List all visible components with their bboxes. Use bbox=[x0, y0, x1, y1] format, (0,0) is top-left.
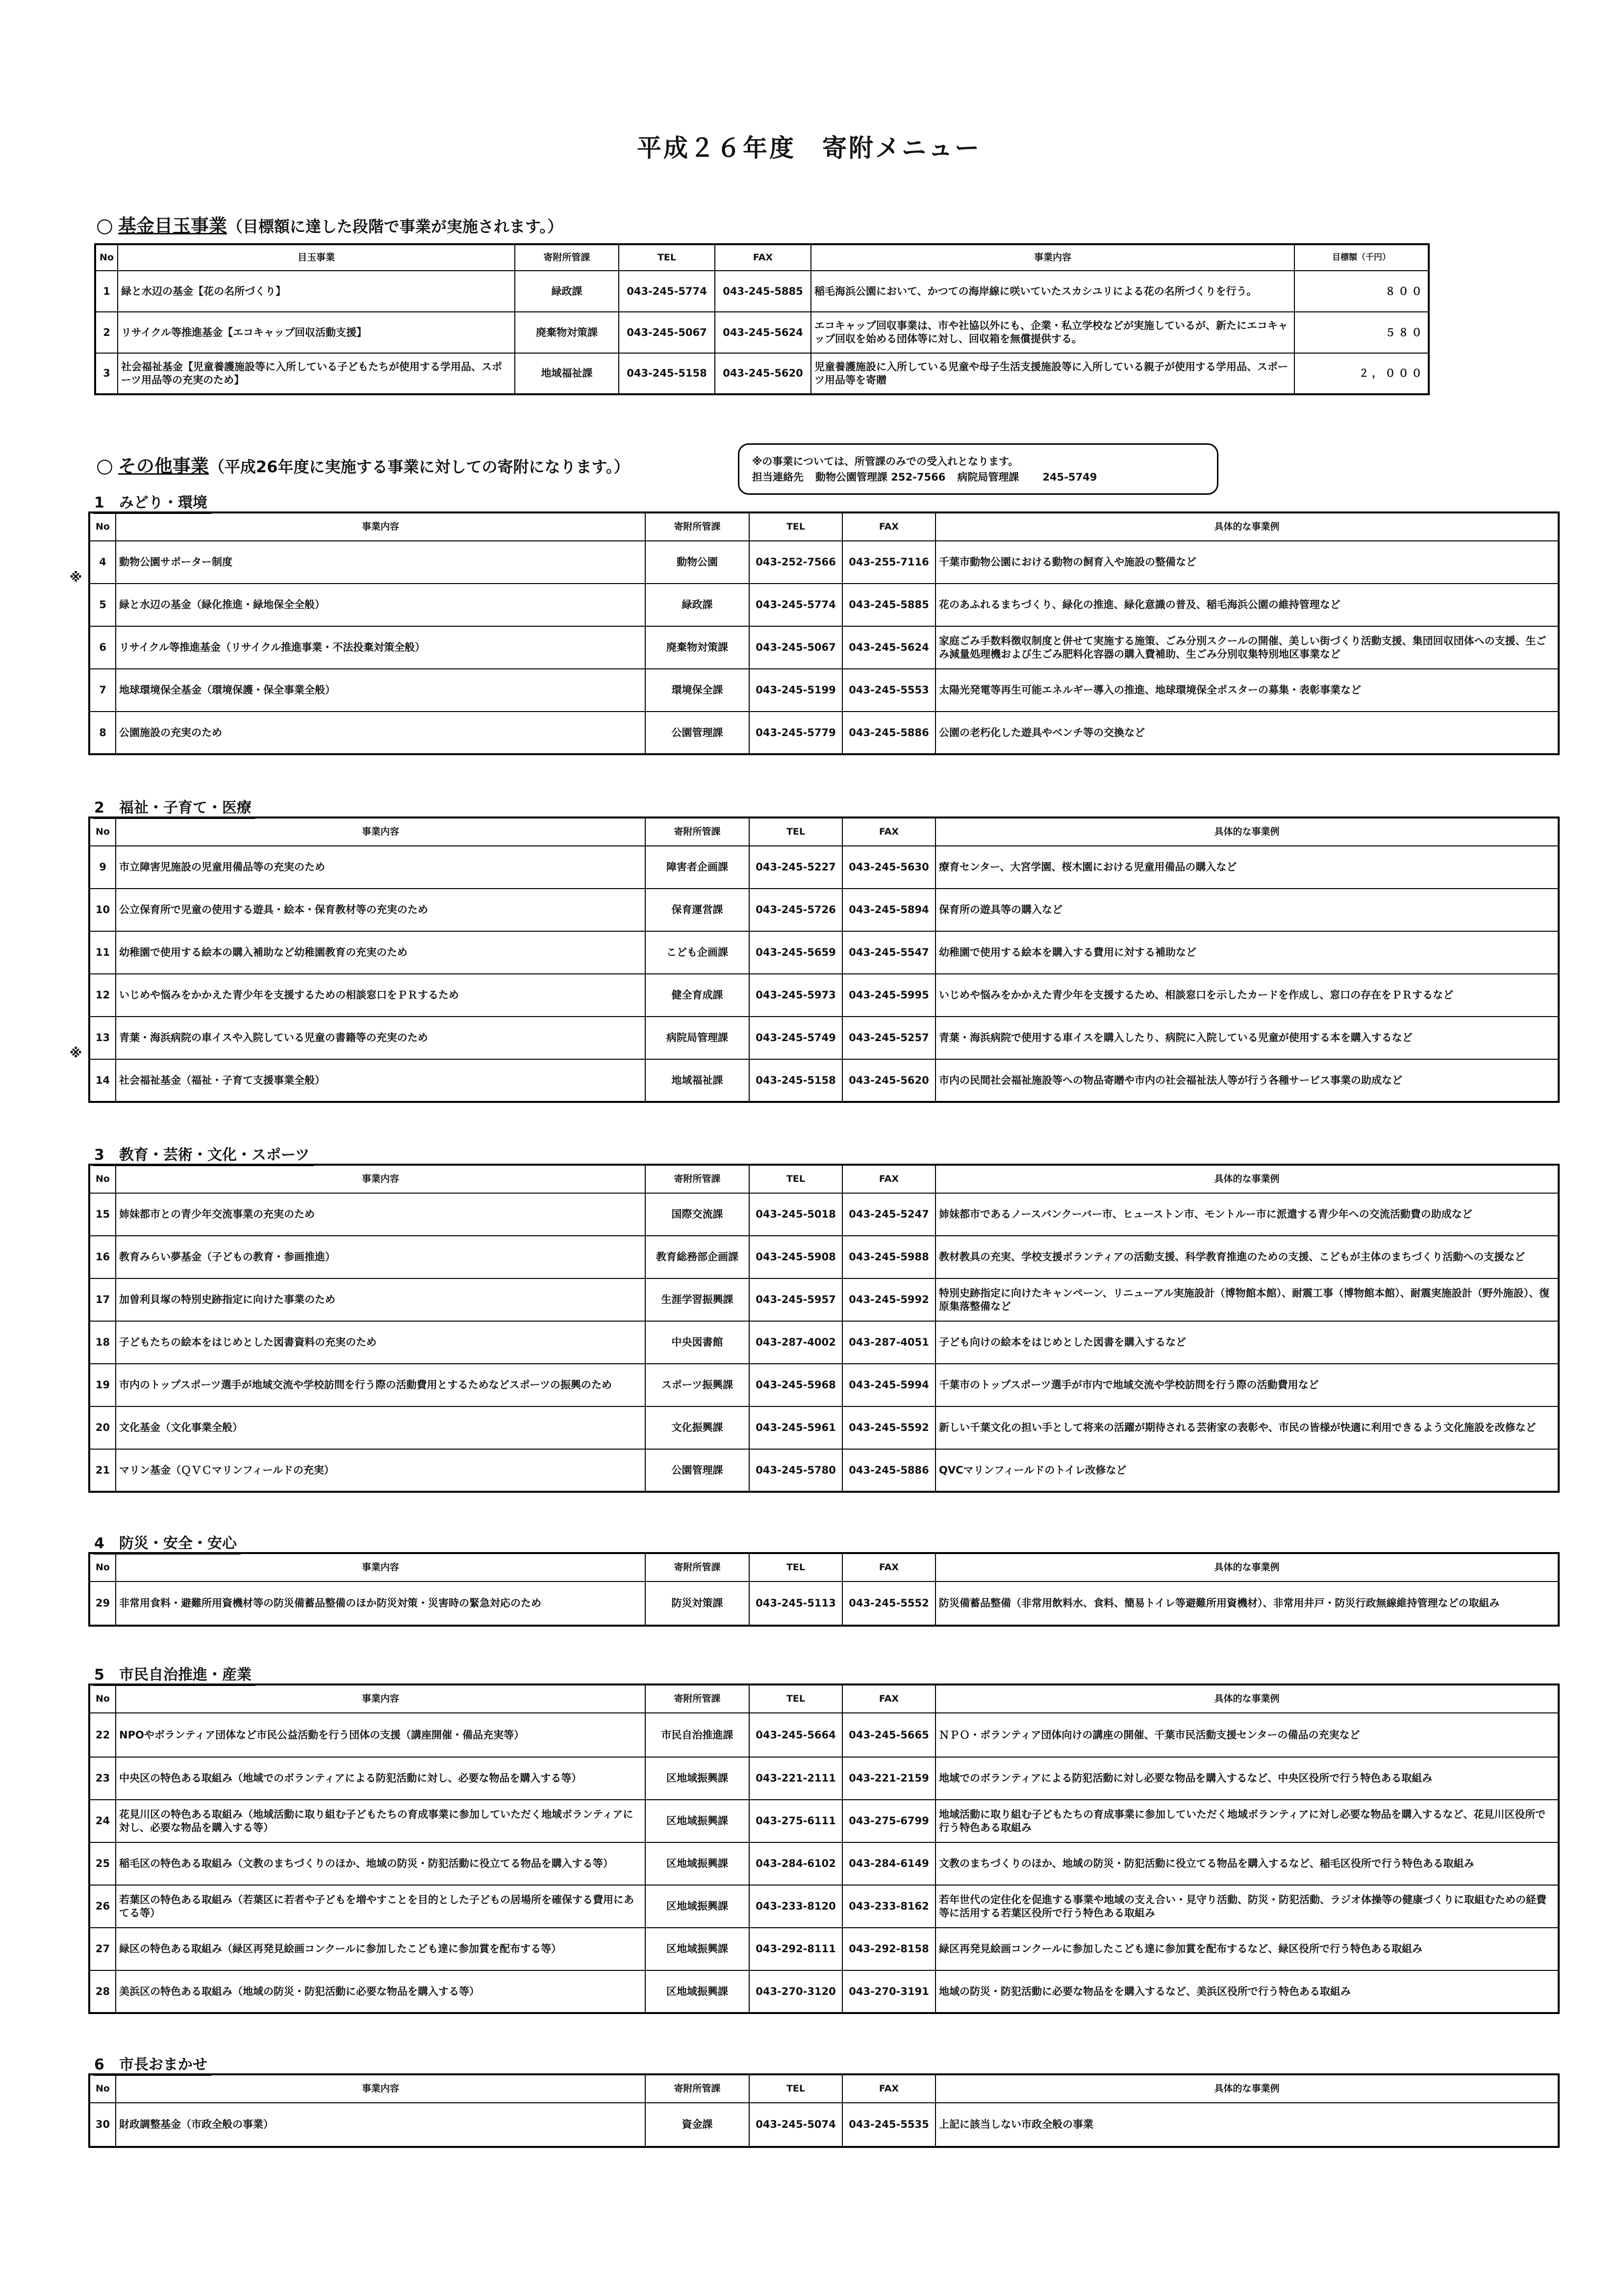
example: 新しい千葉文化の担い手として将来の活躍が期待される芸術家の表彰や、市民の皆様が快適に利用できるよう文化施設を改修など bbox=[935, 1406, 1559, 1449]
tel: 043-245-5774 bbox=[619, 271, 715, 312]
row-no: 19 bbox=[89, 1364, 116, 1406]
table-row bbox=[89, 889, 1559, 931]
other-section-title: その他事業 bbox=[118, 456, 209, 477]
fax: 043-245-5995 bbox=[842, 974, 935, 1017]
project-content: 文化基金（文化事業全般） bbox=[116, 1406, 645, 1449]
example: ＮＰＯ・ボランティア団体向けの講座の開催、千葉市民活動支援センターの備品の充実など bbox=[935, 1713, 1559, 1757]
fax: 043-245-5885 bbox=[715, 271, 811, 312]
category-label: 2 福祉・子育て・医療 bbox=[93, 795, 255, 819]
tel: 043-245-5067 bbox=[749, 626, 842, 669]
project-content: 財政調整基金（市政全般の事業） bbox=[116, 2103, 645, 2147]
department: 地域福祉課 bbox=[645, 1059, 749, 1102]
example: 特別史跡指定に向けたキャンペーン、リニューアル実施設計（博物館本館）、耐震工事（博物館本館）、耐震実施設計（野外施設）、復原集落整備など bbox=[935, 1278, 1559, 1321]
circle-mark: ○ bbox=[96, 214, 113, 237]
example: 家庭ごみ手数料徴収制度と併せて実施する施策、ごみ分別スクールの開催、美しい街づくり活動支援、集団回収団体への支援、生ごみ減量処理機および生ごみ肥料化容器の購入費補助、生ごみ分別収集特別地区事業など bbox=[935, 626, 1559, 669]
tel: 043-245-5113 bbox=[749, 1582, 842, 1626]
example: 療育センター、大宮学園、桜木園における児童用備品の購入など bbox=[935, 846, 1559, 889]
department: こども企画課 bbox=[645, 931, 749, 974]
fund-header-6: 目標額（千円） bbox=[1294, 244, 1429, 271]
description: エコキャップ回収事業は、市や社協以外にも、企業・私立学校などが実施しているが、新たにエコキャップ回収を始める団体等に対し、回収箱を無償提供する。 bbox=[811, 312, 1294, 353]
header-1: 事業内容 bbox=[116, 1553, 645, 1582]
row-no: 11 bbox=[89, 931, 116, 974]
category-table-header bbox=[89, 1684, 1559, 1713]
header-1: 事業内容 bbox=[116, 512, 645, 541]
notice-contact-hospital: 病院局管理課 bbox=[957, 471, 1019, 483]
fax: 043-245-5624 bbox=[842, 626, 935, 669]
table-row bbox=[89, 2103, 1559, 2147]
project-content: 稲毛区の特色ある取組み（文教のまちづくりのほか、地域の防災・防犯活動に役立てる物品を購入する等） bbox=[116, 1842, 645, 1885]
project-name: 社会福祉基金【児童養護施設等に入所している子どもたちが使用する学用品、スポーツ用品等の充実のため】 bbox=[118, 353, 515, 394]
fax: 043-245-5992 bbox=[842, 1278, 935, 1321]
tel: 043-245-5957 bbox=[749, 1278, 842, 1321]
row-no: 24 bbox=[89, 1800, 116, 1842]
project-content: 花見川区の特色ある取組み（地域活動に取り組む子どもたちの育成事業に参加していただく地域ボランティアに対し、必要な物品を購入する等） bbox=[116, 1800, 645, 1842]
tel: 043-287-4002 bbox=[749, 1321, 842, 1364]
row-no: 25 bbox=[89, 1842, 116, 1885]
project-content: 加曽利貝塚の特別史跡指定に向けた事業のため bbox=[116, 1278, 645, 1321]
fund-row bbox=[95, 271, 1429, 312]
project-name: リサイクル等推進基金【エコキャップ回収活動支援】 bbox=[118, 312, 515, 353]
table-row bbox=[89, 1017, 1559, 1059]
project-content: リサイクル等推進基金（リサイクル推進事業・不法投棄対策全般） bbox=[116, 626, 645, 669]
example: 公園の老朽化した遊具やベンチ等の交換など bbox=[935, 712, 1559, 754]
row-no: 1 bbox=[95, 271, 118, 312]
project-content: 子どもたちの絵本をはじめとした図書資料の充実のため bbox=[116, 1321, 645, 1364]
row-no: 22 bbox=[89, 1713, 116, 1757]
header-5: 具体的な事業例 bbox=[935, 1553, 1559, 1582]
example: 太陽光発電等再生可能エネルギー導入の推進、地球環境保全ポスターの募集・表彰事業など bbox=[935, 669, 1559, 712]
category-label: 6 市長おまかせ bbox=[93, 2052, 211, 2076]
table-row bbox=[89, 1757, 1559, 1800]
fund-table-header bbox=[95, 244, 1429, 271]
header-0: No bbox=[89, 817, 116, 846]
table-row bbox=[89, 1278, 1559, 1321]
category-table bbox=[88, 1164, 1560, 1493]
tel: 043-221-2111 bbox=[749, 1757, 842, 1800]
table-row bbox=[89, 1321, 1559, 1364]
row-no: 18 bbox=[89, 1321, 116, 1364]
project-content: 美浜区の特色ある取組み（地域の防災・防犯活動に必要な物品を購入する等） bbox=[116, 1970, 645, 2013]
department: 公園管理課 bbox=[645, 1449, 749, 1492]
header-4: FAX bbox=[842, 1553, 935, 1582]
example: いじめや悩みをかかえた青少年を支援するため、相談窓口を示したカードを作成し、窓口の存在をＰＲするなど bbox=[935, 974, 1559, 1017]
fax: 043-245-5665 bbox=[842, 1713, 935, 1757]
fax: 043-284-6149 bbox=[842, 1842, 935, 1885]
tel: 043-245-5973 bbox=[749, 974, 842, 1017]
fax: 043-245-5257 bbox=[842, 1017, 935, 1059]
table-row bbox=[89, 1449, 1559, 1492]
example: 地域の防災・防犯活動に必要な物品をを購入するなど、美浜区役所で行う特色ある取組み bbox=[935, 1970, 1559, 2013]
header-5: 具体的な事業例 bbox=[935, 512, 1559, 541]
project-content: 中央区の特色ある取組み（地域でのボランティアによる防犯活動に対し、必要な物品を購入する等） bbox=[116, 1757, 645, 1800]
tel: 043-245-5227 bbox=[749, 846, 842, 889]
row-no: 26 bbox=[89, 1885, 116, 1928]
table-row bbox=[89, 974, 1559, 1017]
row-no: 17 bbox=[89, 1278, 116, 1321]
fax: 043-245-5535 bbox=[842, 2103, 935, 2147]
department: 教育総務部企画課 bbox=[645, 1236, 749, 1278]
row-no: 30 bbox=[89, 2103, 116, 2147]
header-4: FAX bbox=[842, 1165, 935, 1193]
tel: 043-245-5158 bbox=[749, 1059, 842, 1102]
project-content: 姉妹都市との青少年交流事業の充実のため bbox=[116, 1193, 645, 1236]
fund-row bbox=[95, 353, 1429, 394]
header-1: 事業内容 bbox=[116, 1165, 645, 1193]
project-content: 市立障害児施設の児童用備品等の充実のため bbox=[116, 846, 645, 889]
project-content: 市内のトップスポーツ選手が地域交流や学校訪問を行う際の活動費用とするためなどスポーツの振興のため bbox=[116, 1364, 645, 1406]
tel: 043-245-5779 bbox=[749, 712, 842, 754]
table-row bbox=[89, 1842, 1559, 1885]
department: 防災対策課 bbox=[645, 1582, 749, 1626]
example: 緑区再発見絵画コンクールに参加したこども達に参加賞を配布するなど、緑区役所で行う特色ある取組み bbox=[935, 1928, 1559, 1970]
page-title: 平成２６年度 寄附メニュー bbox=[637, 134, 981, 162]
tel: 043-252-7566 bbox=[749, 541, 842, 584]
header-2: 寄附所管課 bbox=[645, 817, 749, 846]
fund-table bbox=[94, 243, 1430, 395]
row-no: 28 bbox=[89, 1970, 116, 2013]
example: 地域でのボランティアによる防犯活動に対し必要な物品を購入するなど、中央区役所で行う特色ある取組み bbox=[935, 1757, 1559, 1800]
fund-section-heading bbox=[96, 211, 563, 237]
example: 市内の民間社会福祉施設等への物品寄贈や市内の社会福祉法人等が行う各種サービス事業の助成など bbox=[935, 1059, 1559, 1102]
fund-header-2: 寄附所管課 bbox=[515, 244, 619, 271]
fax: 043-287-4051 bbox=[842, 1321, 935, 1364]
fax: 043-292-8158 bbox=[842, 1928, 935, 1970]
tel: 043-275-6111 bbox=[749, 1800, 842, 1842]
header-3: TEL bbox=[749, 1684, 842, 1713]
department: 国際交流課 bbox=[645, 1193, 749, 1236]
department: 区地域振興課 bbox=[645, 1885, 749, 1928]
project-content: 地球環境保全基金（環境保護・保全事業全般） bbox=[116, 669, 645, 712]
table-row bbox=[89, 1059, 1559, 1102]
fund-header-5: 事業内容 bbox=[811, 244, 1294, 271]
fax: 043-245-5624 bbox=[715, 312, 811, 353]
department: 区地域振興課 bbox=[645, 1842, 749, 1885]
description: 稲毛海浜公園において、かつての海岸線に咲いていたスカシユリによる花の名所づくりを行う。 bbox=[811, 271, 1294, 312]
tel: 043-245-5199 bbox=[749, 669, 842, 712]
project-content: 幼稚園で使用する絵本の購入補助など幼稚園教育の充実のため bbox=[116, 931, 645, 974]
example: 若年世代の定住化を促進する事業や地域の支え合い・見守り活動、防災・防犯活動、ラジオ体操等の健康づくりに取組むための経費等に活用する若葉区役所で行う特色ある取組み bbox=[935, 1885, 1559, 1928]
row-no: 13 bbox=[89, 1017, 116, 1059]
header-5: 具体的な事業例 bbox=[935, 2074, 1559, 2103]
department: 区地域振興課 bbox=[645, 1757, 749, 1800]
notice-contact-hospital-tel: 245-5749 bbox=[1042, 471, 1097, 483]
target-amount: ８００ bbox=[1294, 271, 1429, 312]
department: 区地域振興課 bbox=[645, 1970, 749, 2013]
row-no: 5 bbox=[89, 584, 116, 626]
example: 防災備蓄品整備（非常用飲料水、食料、簡易トイレ等避難所用資機材）、非常用井戸・防災行政無線維持管理などの取組み bbox=[935, 1582, 1559, 1626]
tel: 043-245-5780 bbox=[749, 1449, 842, 1492]
header-4: FAX bbox=[842, 2074, 935, 2103]
category-label: 5 市民自治推進・産業 bbox=[93, 1662, 255, 1686]
category-table-header bbox=[89, 1553, 1559, 1582]
row-no: 15 bbox=[89, 1193, 116, 1236]
header-2: 寄附所管課 bbox=[645, 512, 749, 541]
tel: 043-270-3120 bbox=[749, 1970, 842, 2013]
row-no: 12 bbox=[89, 974, 116, 1017]
category-table-header bbox=[89, 1165, 1559, 1193]
table-row bbox=[89, 669, 1559, 712]
tel: 043-245-5908 bbox=[749, 1236, 842, 1278]
header-4: FAX bbox=[842, 817, 935, 846]
example: 千葉市動物公園における動物の飼育入や施設の整備など bbox=[935, 541, 1559, 584]
table-row bbox=[89, 1364, 1559, 1406]
project-content: マリン基金（ＱＶＣマリンフィールドの充実） bbox=[116, 1449, 645, 1492]
row-no: 3 bbox=[95, 353, 118, 394]
fax: 043-221-2159 bbox=[842, 1757, 935, 1800]
header-3: TEL bbox=[749, 1165, 842, 1193]
department: 生涯学習振興課 bbox=[645, 1278, 749, 1321]
project-content: 緑区の特色ある取組み（緑区再発見絵画コンクールに参加したこども達に参加賞を配布する等） bbox=[116, 1928, 645, 1970]
table-row bbox=[89, 584, 1559, 626]
target-amount: ５８０ bbox=[1294, 312, 1429, 353]
header-2: 寄附所管課 bbox=[645, 1165, 749, 1193]
row-no: 2 bbox=[95, 312, 118, 353]
fax: 043-245-5552 bbox=[842, 1582, 935, 1626]
example: 地域活動に取り組む子どもたちの育成事業に参加していただく地域ボランティアに対し必要な物品を購入するなど、花見川区役所で行う特色ある取組み bbox=[935, 1800, 1559, 1842]
header-3: TEL bbox=[749, 512, 842, 541]
fax: 043-245-5247 bbox=[842, 1193, 935, 1236]
project-content: 非常用食料・避難所用資機材等の防災備蓄品整備のほか防災対策・災害時の緊急対応のため bbox=[116, 1582, 645, 1626]
department: スポーツ振興課 bbox=[645, 1364, 749, 1406]
tel: 043-245-5749 bbox=[749, 1017, 842, 1059]
fax: 043-245-5620 bbox=[842, 1059, 935, 1102]
project-content: 公園施設の充実のため bbox=[116, 712, 645, 754]
department: 廃棄物対策課 bbox=[645, 626, 749, 669]
row-no: 4 bbox=[89, 541, 116, 584]
asterisk-mark-row-13: ※ bbox=[70, 1046, 82, 1061]
tel: 043-245-5726 bbox=[749, 889, 842, 931]
table-row bbox=[89, 1236, 1559, 1278]
example: 幼稚園で使用する絵本を購入する費用に対する補助など bbox=[935, 931, 1559, 974]
table-row bbox=[89, 1928, 1559, 1970]
department: 廃棄物対策課 bbox=[515, 312, 619, 353]
example: 花のあふれるまちづくり、緑化の推進、緑化意識の普及、稲毛海浜公園の維持管理など bbox=[935, 584, 1559, 626]
other-section-heading bbox=[96, 451, 630, 478]
category-label: 3 教育・芸術・文化・スポーツ bbox=[93, 1143, 314, 1166]
row-no: 23 bbox=[89, 1757, 116, 1800]
tel: 043-245-5018 bbox=[749, 1193, 842, 1236]
department: 健全育成課 bbox=[645, 974, 749, 1017]
row-no: 7 bbox=[89, 669, 116, 712]
table-row bbox=[89, 541, 1559, 584]
example: 子ども向けの絵本をはじめとした図書を購入するなど bbox=[935, 1321, 1559, 1364]
fax: 043-245-5553 bbox=[842, 669, 935, 712]
header-1: 事業内容 bbox=[116, 1684, 645, 1713]
example: QVCマリンフィールドのトイレ改修など bbox=[935, 1449, 1559, 1492]
row-no: 10 bbox=[89, 889, 116, 931]
fax: 043-275-6799 bbox=[842, 1800, 935, 1842]
header-2: 寄附所管課 bbox=[645, 1684, 749, 1713]
fax: 043-245-5547 bbox=[842, 931, 935, 974]
header-3: TEL bbox=[749, 2074, 842, 2103]
fax: 043-245-5620 bbox=[715, 353, 811, 394]
department: 緑政課 bbox=[515, 271, 619, 312]
tel: 043-245-5774 bbox=[749, 584, 842, 626]
header-2: 寄附所管課 bbox=[645, 2074, 749, 2103]
project-content: いじめや悩みをかかえた青少年を支援するための相談窓口をＰＲするため bbox=[116, 974, 645, 1017]
header-0: No bbox=[89, 2074, 116, 2103]
department: 動物公園 bbox=[645, 541, 749, 584]
project-content: 公立保育所で児童の使用する遊具・絵本・保育教材等の充実のため bbox=[116, 889, 645, 931]
fund-section-note: （目標額に達した段階で事業が実施されます。） bbox=[227, 217, 563, 236]
table-row bbox=[89, 931, 1559, 974]
fax: 043-245-5885 bbox=[842, 584, 935, 626]
header-0: No bbox=[89, 1165, 116, 1193]
table-row bbox=[89, 626, 1559, 669]
asterisk-mark-row-4: ※ bbox=[70, 570, 82, 585]
tel: 043-245-5968 bbox=[749, 1364, 842, 1406]
table-row bbox=[89, 846, 1559, 889]
tel: 043-245-5074 bbox=[749, 2103, 842, 2147]
category-table bbox=[88, 1552, 1560, 1627]
department: 中央図書館 bbox=[645, 1321, 749, 1364]
project-content: 動物公園サポーター制度 bbox=[116, 541, 645, 584]
tel: 043-233-8120 bbox=[749, 1885, 842, 1928]
fax: 043-255-7116 bbox=[842, 541, 935, 584]
row-no: 16 bbox=[89, 1236, 116, 1278]
tel: 043-284-6102 bbox=[749, 1842, 842, 1885]
table-row bbox=[89, 1970, 1559, 2013]
department: 公園管理課 bbox=[645, 712, 749, 754]
header-5: 具体的な事業例 bbox=[935, 1684, 1559, 1713]
table-row bbox=[89, 1885, 1559, 1928]
project-content: 青葉・海浜病院の車イスや入院している児童の書籍等の充実のため bbox=[116, 1017, 645, 1059]
fax: 043-245-5886 bbox=[842, 1449, 935, 1492]
target-amount: ２，０００ bbox=[1294, 353, 1429, 394]
category-table bbox=[88, 511, 1560, 755]
header-0: No bbox=[89, 512, 116, 541]
row-no: 21 bbox=[89, 1449, 116, 1492]
notice-line-2 bbox=[752, 469, 1204, 485]
fax: 043-245-5630 bbox=[842, 846, 935, 889]
header-4: FAX bbox=[842, 1684, 935, 1713]
row-no: 29 bbox=[89, 1582, 116, 1626]
header-0: No bbox=[89, 1684, 116, 1713]
table-row bbox=[89, 1406, 1559, 1449]
department: 区地域振興課 bbox=[645, 1928, 749, 1970]
header-3: TEL bbox=[749, 1553, 842, 1582]
notice-box bbox=[738, 443, 1218, 495]
tel: 043-245-5067 bbox=[619, 312, 715, 353]
category-table bbox=[88, 816, 1560, 1103]
category-table-header bbox=[89, 2074, 1559, 2103]
category-label: 1 みどり・環境 bbox=[93, 490, 211, 514]
category-table-header bbox=[89, 817, 1559, 846]
fund-header-0: No bbox=[95, 244, 118, 271]
department: 病院局管理課 bbox=[645, 1017, 749, 1059]
example: 青葉・海浜病院で使用する車イスを購入したり、病院に入院している児童が使用する本を購入するなど bbox=[935, 1017, 1559, 1059]
example: 保育所の遊具等の購入など bbox=[935, 889, 1559, 931]
project-name: 緑と水辺の基金【花の名所づくり】 bbox=[118, 271, 515, 312]
tel: 043-245-5659 bbox=[749, 931, 842, 974]
category-table bbox=[88, 2073, 1560, 2148]
header-3: TEL bbox=[749, 817, 842, 846]
row-no: 6 bbox=[89, 626, 116, 669]
category-label: 4 防災・安全・安心 bbox=[93, 1531, 241, 1555]
fax: 043-245-5988 bbox=[842, 1236, 935, 1278]
header-1: 事業内容 bbox=[116, 2074, 645, 2103]
department: 文化振興課 bbox=[645, 1406, 749, 1449]
tel: 043-245-5664 bbox=[749, 1713, 842, 1757]
department: 区地域振興課 bbox=[645, 1800, 749, 1842]
project-content: 緑と水辺の基金（緑化推進・緑地保全全般） bbox=[116, 584, 645, 626]
header-0: No bbox=[89, 1553, 116, 1582]
row-no: 20 bbox=[89, 1406, 116, 1449]
example: 上記に該当しない市政全般の事業 bbox=[935, 2103, 1559, 2147]
department: 緑政課 bbox=[645, 584, 749, 626]
fund-row bbox=[95, 312, 1429, 353]
department: 保育運営課 bbox=[645, 889, 749, 931]
tel: 043-245-5961 bbox=[749, 1406, 842, 1449]
table-row bbox=[89, 1582, 1559, 1626]
example: 教材教具の充実、学校支援ボランティアの活動支援、科学教育推進のための支援、こどもが主体のまちづくり活動への支援など bbox=[935, 1236, 1559, 1278]
header-5: 具体的な事業例 bbox=[935, 817, 1559, 846]
notice-contact-zoo: 動物公園管理課 252-7566 bbox=[815, 471, 946, 483]
category-table bbox=[88, 1684, 1560, 2014]
fax: 043-245-5886 bbox=[842, 712, 935, 754]
fax: 043-245-5592 bbox=[842, 1406, 935, 1449]
example: 文教のまちづくりのほか、地域の防災・防犯活動に役立てる物品を購入するなど、稲毛区役所で行う特色ある取組み bbox=[935, 1842, 1559, 1885]
row-no: 9 bbox=[89, 846, 116, 889]
fax: 043-245-5994 bbox=[842, 1364, 935, 1406]
row-no: 8 bbox=[89, 712, 116, 754]
category-table-header bbox=[89, 512, 1559, 541]
department: 障害者企画課 bbox=[645, 846, 749, 889]
table-row bbox=[89, 712, 1559, 754]
notice-line-1: ※の事業については、所管課のみでの受入れとなります。 bbox=[752, 456, 1019, 467]
fund-section-title: 基金目玉事業 bbox=[118, 215, 227, 236]
project-content: 若葉区の特色ある取組み（若葉区に若者や子どもを増やすことを目的とした子どもの居場所を確保する費用にあてる等） bbox=[116, 1885, 645, 1928]
other-section-note: （平成26年度に実施する事業に対しての寄附になります。） bbox=[208, 458, 630, 476]
example: 千葉市のトップスポーツ選手が市内で地域交流や学校訪問を行う際の活動費用など bbox=[935, 1364, 1559, 1406]
header-4: FAX bbox=[842, 512, 935, 541]
department: 地域福祉課 bbox=[515, 353, 619, 394]
fund-header-4: FAX bbox=[715, 244, 811, 271]
table-row bbox=[89, 1713, 1559, 1757]
fund-header-1: 目玉事業 bbox=[118, 244, 515, 271]
description: 児童養護施設に入所している児童や母子生活支援施設等に入所している親子が使用する学用品、スポーツ用品等を寄贈 bbox=[811, 353, 1294, 394]
notice-contact-label: 担当連絡先 bbox=[752, 471, 804, 483]
tel: 043-245-5158 bbox=[619, 353, 715, 394]
department: 資金課 bbox=[645, 2103, 749, 2147]
table-row bbox=[89, 1800, 1559, 1842]
circle-mark: ○ bbox=[96, 455, 113, 477]
department: 環境保全課 bbox=[645, 669, 749, 712]
fund-header-3: TEL bbox=[619, 244, 715, 271]
fax: 043-245-5894 bbox=[842, 889, 935, 931]
project-content: 社会福祉基金（福祉・子育て支援事業全般） bbox=[116, 1059, 645, 1102]
fax: 043-270-3191 bbox=[842, 1970, 935, 2013]
row-no: 27 bbox=[89, 1928, 116, 1970]
row-no: 14 bbox=[89, 1059, 116, 1102]
tel: 043-292-8111 bbox=[749, 1928, 842, 1970]
header-2: 寄附所管課 bbox=[645, 1553, 749, 1582]
project-content: NPOやボランティア団体など市民公益活動を行う団体の支援（講座開催・備品充実等） bbox=[116, 1713, 645, 1757]
department: 市民自治推進課 bbox=[645, 1713, 749, 1757]
table-row bbox=[89, 1193, 1559, 1236]
header-1: 事業内容 bbox=[116, 817, 645, 846]
project-content: 教育みらい夢基金（子どもの教育・参画推進） bbox=[116, 1236, 645, 1278]
example: 姉妹都市であるノースバンクーバー市、ヒューストン市、モントルー市に派遣する青少年への交流活動費の助成など bbox=[935, 1193, 1559, 1236]
header-5: 具体的な事業例 bbox=[935, 1165, 1559, 1193]
fax: 043-233-8162 bbox=[842, 1885, 935, 1928]
